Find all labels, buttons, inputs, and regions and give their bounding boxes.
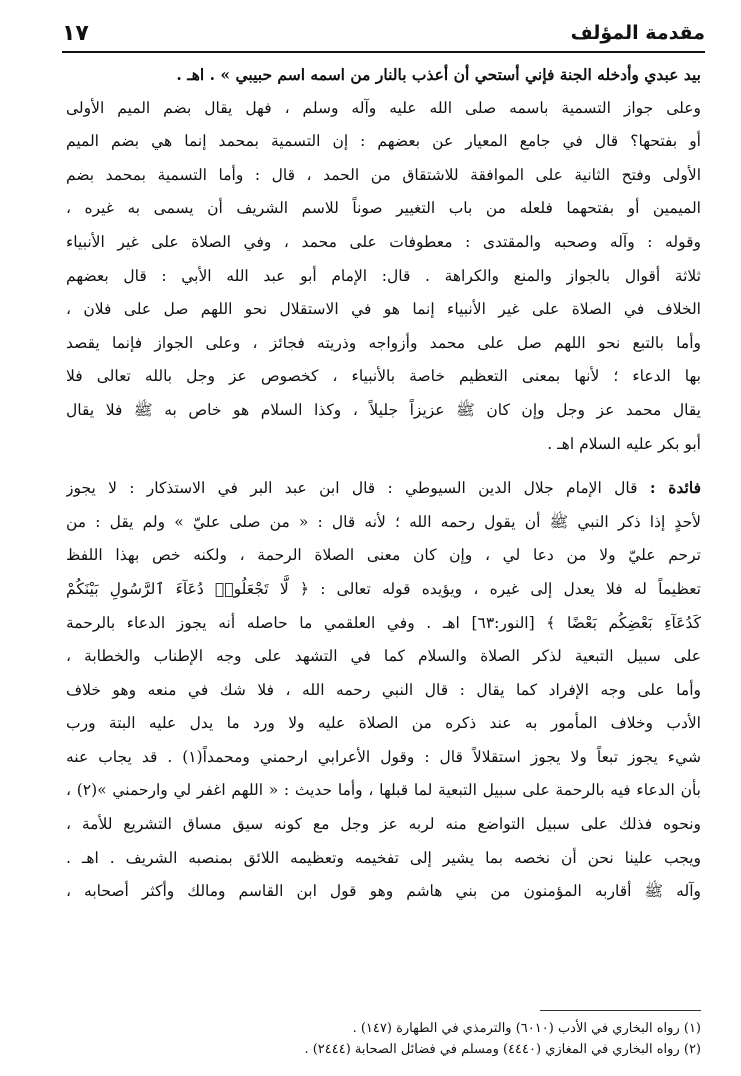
text-line: تعظيماً له فلا يعدل إلى غيره ، ويؤيده قوله تعالى : ﴿ لَّا تَجْعَلُوا۟ دُعَآءَ ٱلرَّسُولِ بَيْنَكُمْ [66,579,701,598]
text-line: وعلى جواز التسمية باسمه صلى الله عليه وآله وسلم ، فهل يقال بضم الميم الأولى [66,98,701,117]
text-line: وآله ﷺ أقاربه المؤمنون من بني هاشم وهو قول ابن القاسم ومالك وأكثر أصحابه ، [66,882,701,901]
faida-first-line: قال الإمام جلال الدين السيوطي : قال ابن عبد البر في الاستذكار : لا يجوز [66,479,650,498]
text-line: الخلاف في الصلاة على غير الأنبياء إنما هو في الاستقلال نحو اللهم صل على فلان ، [66,300,701,319]
text-line: ترحم عليّ ولا من دعا لي ، وإن كان معنى الصلاة الرحمة ، ولكنه خص بهذا اللفظ [66,546,701,565]
text-line: وأما بالتبع نحو اللهم صل على محمد وأزواجه وذريته فجائز ، وعلى الجواز فإنما يقصد [66,333,701,352]
footnote-2: (٢) رواه البخاري في المغازي (٤٤٤٠) ومسلم في فضائل الصحابة (٢٤٤٤) . [304,1042,701,1057]
text-line: شيء يجوز تبعاً ولا يجوز استقلالاً قال : وقول الأعرابي ارحمني ومحمداً(١) . قد يجاب عنه [66,747,701,766]
text-line: لأحدٍ إذا ذكر النبي ﷺ أن يقول رحمه الله ؛ لأنه قال : « من صلى عليّ » ولم يقل : من [66,512,701,531]
paragraph-gap [66,461,701,471]
text-line: الأدب وخلاف المأمور به عند ذكره من الصلاة عليه ولا ورد ما يدل عليه البتة ورب [66,714,701,733]
text-line: وقوله : وآله وصحبه والمقتدى : معطوفات على محمد ، وفي الصلاة على غير الأنبياء [66,232,701,251]
text-line: ونحوه فذلك على سبيل التواضع منه لربه عز وجل مع كونه سيق مساق التشريع للأمة ، [66,815,701,834]
text-line: ثلاثة أقوال بالجواز والمنع والكراهة . قال: الإمام أبو عبد الله الأبي : قال بعضهم [66,266,701,285]
page-number: ١٧ [62,20,89,46]
running-title: مقدمة المؤلف [570,22,705,44]
text-line: كَدُعَآءِ بَعْضِكُم بَعْضًا ﴾ [النور:٦٣] اهـ . وفي العلقمي ما حاصله أنه يجوز الدعاء بالرحمة [66,613,701,632]
text-line: يقال محمد عز وجل وإن كان ﷺ عزيزاً جليلاً ، وكذا السلام هو خاص به ﷺ فلا يقال [66,400,701,419]
text-line: بيد عبدي وأدخله الجنة فإني أستحي أن أعذب بالنار من اسمه اسم حبيبي » . اهـ . [176,65,701,84]
text-line: أو بفتحها؟ قال في جامع المعيار عن بعضهم : إن التسمية بمحمد إنما هي بضم الميم [66,132,701,151]
text-line-fa-ida [66,471,701,506]
footnotes [66,1018,701,1060]
text-line: بأن الدعاء فيه بالرحمة على سبيل التبعية لما قبلها ، وأما حديث : « اللهم اغفر لي وارحمني »(٢) ، [66,781,701,800]
page-header [62,16,705,50]
main-text [66,58,701,909]
text-line: ويجب علينا نحن أن نخصه بما يشير إلى تفخيمه وتعظيمه اللائق بمنصبه الشريف . اهـ . [66,848,701,867]
text-line: وأما على وجه الإفراد كما يقال : قال النبي رحمه الله ، فلا شك في منعه وهو خلاف [66,680,701,699]
footnote-1: (١) رواه البخاري في الأدب (٦٠١٠) والترمذي في الطهارة (١٤٧) . [352,1021,701,1036]
faida-label: فائدة : [649,478,701,498]
text-line: أبو بكر عليه السلام اهـ . [547,434,701,453]
text-line: بها الدعاء ؛ لأنها بمعنى التعظيم خاصة بالأنبياء ، كخصوص عز وجل بالله تعالى فلا [66,367,701,386]
text-line: الميمين أو بفتحهما فلعله من باب التغيير صوناً للاسم الشريف أن يسمى به غيره ، [66,199,701,218]
footnote-rule [540,1010,701,1011]
text-line: الأولى وفتح الثانية على الموافقة للاشتقاق من الحمد ، قال : وأما التسمية بمحمد بضم [66,165,701,184]
text-line: على سبيل التبعية لذكر الصلاة والسلام كما في التشهد على وجه الإطناب والخطابة ، [66,647,701,666]
header-rule [62,51,705,53]
